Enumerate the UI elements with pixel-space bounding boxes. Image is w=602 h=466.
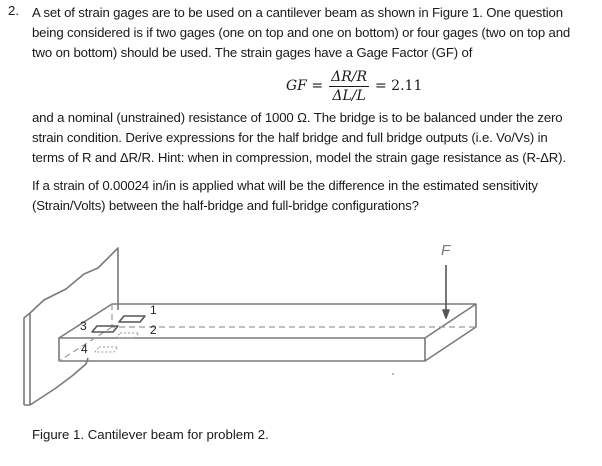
text-line: and a nominal (unstrained) resistance of 1000 Ω. The bridge is to be balanced under the zero <box>32 110 563 125</box>
gage-factor-equation <box>286 66 422 106</box>
problem-body <box>32 108 602 168</box>
text-line: terms of R and ΔR/R. Hint: when in compression, model the strain gage resistance as (R-ΔR). <box>32 150 566 165</box>
figure-caption: Figure 1. Cantilever beam for problem 2. <box>32 427 269 442</box>
equation-fraction <box>329 69 369 104</box>
text-line: strain condition. Derive expressions for the half bridge and full bridge outputs (i.e. Vo/Vs) in <box>32 130 548 145</box>
text-line: two on bottom) should be used. The strain gages have a Gage Factor (GF) of <box>32 45 473 60</box>
text-line: If a strain of 0.00024 in/in is applied what will be the difference in the estimated sensitivity <box>32 178 538 193</box>
gage-label-1: 1 <box>150 303 157 317</box>
gage-label-2: 2 <box>150 323 157 337</box>
text-line: A set of strain gages are to be used on a cantilever beam as shown in Figure 1. One question <box>32 5 563 20</box>
equation-rhs: = 2.11 <box>375 78 423 94</box>
text-line: being considered is if two gages (one on top and one on bottom) or four gages (two on top and <box>32 25 571 40</box>
gage-label-3: 3 <box>80 319 87 333</box>
equation-lhs: GF = <box>286 78 324 94</box>
equation-numerator: ΔR/R <box>331 68 367 85</box>
problem-question <box>32 176 602 216</box>
problem-number: 2. <box>8 3 19 18</box>
problem-intro <box>32 3 602 63</box>
cantilever-beam-figure <box>0 230 602 430</box>
force-label: F <box>441 242 451 259</box>
equation-denominator: ΔL/L <box>332 87 366 104</box>
cantilever-beam-drawing <box>0 230 602 430</box>
gage-label-4: 4 <box>81 342 88 356</box>
text-line: (Strain/Volts) between the half-bridge and full-bridge configurations? <box>32 198 419 213</box>
